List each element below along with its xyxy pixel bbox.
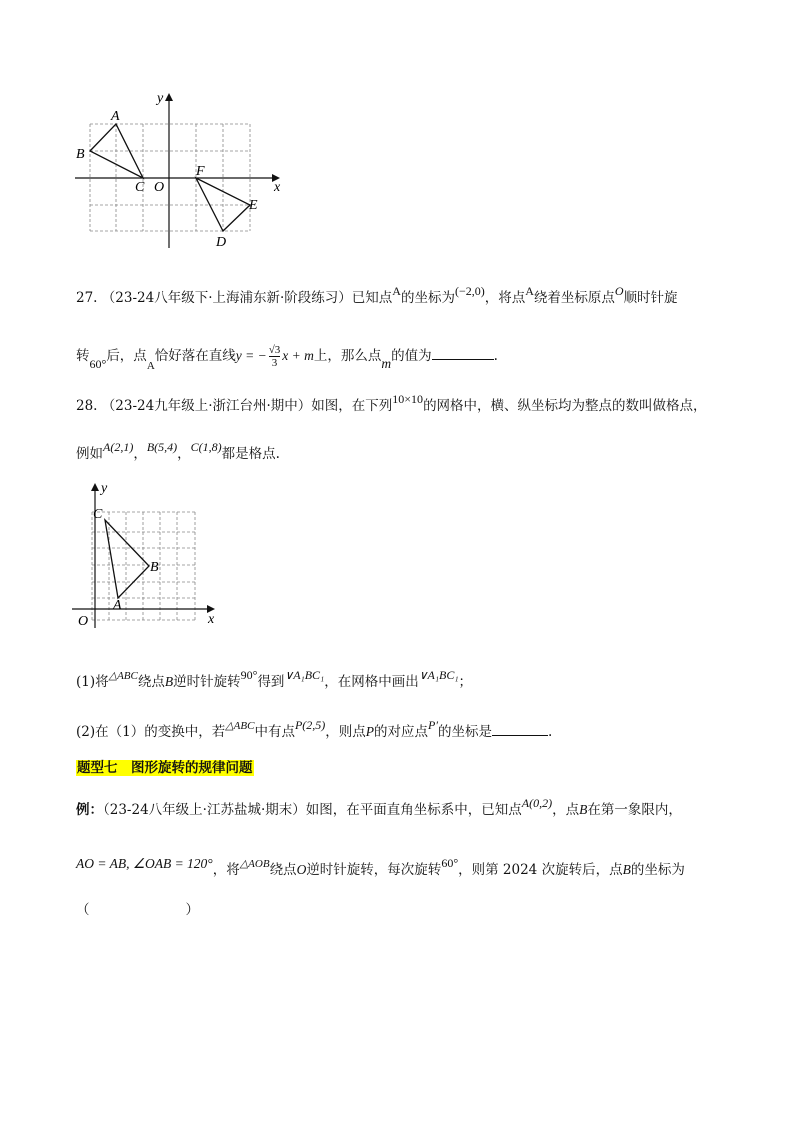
q28-part2-a: (2)在（1）的变换中，若 [76, 724, 226, 740]
q27-coord: (−2,0) [454, 284, 485, 298]
q28-answer-blank[interactable] [492, 723, 548, 736]
q27-text1: 的坐标为 [400, 290, 455, 306]
q27-frac-num: √3 [268, 344, 281, 356]
section-title [76, 756, 254, 776]
example-angle: 60° [441, 856, 459, 870]
q28-part2-e: 的坐标是 [438, 724, 493, 740]
q27-line1 [76, 284, 678, 306]
y-axis-arrow [91, 483, 99, 491]
label-y: y [101, 481, 108, 496]
q28-part2-c: ，则点 [325, 724, 366, 740]
q28-grid: 10×10 [392, 392, 424, 406]
label-a: A [111, 109, 120, 124]
q28-line1 [76, 392, 707, 414]
q28-sep1: ， [133, 446, 147, 462]
example-text1: ，点 [552, 802, 580, 818]
example-text5: 逆时针旋转，每次旋转 [306, 862, 442, 878]
label-c: C [135, 180, 145, 195]
q28-text3: 都是格点. [221, 446, 280, 462]
q27-answer-blank[interactable] [432, 347, 494, 360]
q28-part1-b: 绕点 [137, 674, 165, 690]
q28-part1-e: ，在网格中画出 [324, 674, 419, 690]
example-line1 [76, 796, 682, 818]
q27-angle: 60° [89, 357, 107, 371]
example-label: 例： [76, 802, 103, 818]
q27-eq-lhs: y = − [235, 348, 267, 363]
q28-part1-f: ； [458, 674, 473, 690]
q28-part1 [76, 668, 472, 690]
q27-end: . [493, 348, 498, 364]
q27-text6: 后，点 [106, 348, 147, 364]
q28-number: 28. [76, 398, 98, 414]
example-text7: 的坐标为 [630, 862, 685, 878]
figure-grid-triangle [70, 478, 230, 630]
q28-line2 [76, 440, 280, 462]
label-e: E [249, 198, 258, 213]
q27-number: 27. [76, 290, 98, 306]
label-o: O [154, 180, 165, 195]
section-title-text: 题型七 图形旋转的规律问题 [77, 760, 253, 776]
label-o: O [78, 614, 89, 629]
q27-m: m [381, 356, 392, 371]
q28-point-p: P(2,5) [294, 718, 326, 732]
label-a: A [113, 598, 122, 613]
q28-part1-a: (1)将 [76, 674, 109, 690]
example-point-b2: B [622, 862, 631, 877]
q27-point-a2: A [525, 284, 534, 298]
q27-text5: 转 [76, 348, 90, 364]
q27-text2: ，将点 [484, 290, 526, 306]
figure-rotation-triangles [70, 88, 300, 253]
q28-triangle: △ABC [108, 670, 138, 682]
example-point-o: O [296, 862, 307, 877]
q27-text4: 顺时针旋 [623, 290, 678, 306]
q28-triangle1: ∨A₁BC₁ [284, 668, 325, 682]
label-c: C [93, 507, 103, 522]
q28-source: （23-24九年级上·浙江台州·期中）如图，在下列 [101, 398, 393, 414]
q28-angle90: 90° [240, 668, 258, 682]
q28-sep2: ， [177, 446, 191, 462]
q28-text1: 的网格中，横、纵坐标均为整点的数叫做格点， [423, 398, 707, 414]
q28-point-b-name: B [164, 674, 174, 689]
example-triangle: △AOB [239, 858, 270, 870]
q27-source: （23-24八年级下·上海浦东新·阶段练习）已知点 [101, 290, 393, 306]
label-f: F [196, 164, 205, 179]
label-b: B [76, 147, 85, 162]
label-d: D [216, 235, 227, 250]
example-condition: AO = AB, ∠OAB = 120° [76, 856, 213, 871]
q27-eq-rhs: x + m [282, 348, 314, 363]
example-answer-close: ） [185, 902, 199, 918]
q27-text3: 绕着坐标原点 [533, 290, 615, 306]
label-x: x [208, 612, 215, 627]
q27-line2 [76, 344, 498, 372]
dashed-grid [92, 512, 195, 620]
example-source: （23-24八年级上·江苏盐城·期末）如图，在平面直角坐标系中，已知点 [103, 802, 522, 818]
q28-part2-d: 的对应点 [374, 724, 429, 740]
q28-p-prime: P′ [428, 718, 439, 732]
q28-point-c: C(1,8) [190, 440, 222, 454]
q27-frac-den: 3 [271, 357, 278, 369]
q28-point-a: A(2,1) [103, 440, 134, 454]
q27-fraction [269, 344, 281, 369]
q27-text9: 的值为 [391, 348, 432, 364]
example-line2 [76, 856, 685, 878]
example-text6: ，则第 2024 次旋转后，点 [458, 862, 623, 878]
label-b: B [150, 560, 159, 575]
label-x: x [274, 180, 281, 195]
q28-part2 [76, 718, 552, 740]
example-text4: 绕点 [269, 862, 297, 878]
example-point-b: B [579, 802, 588, 817]
example-text2: 在第一象限内， [587, 802, 682, 818]
q27-origin-o: O [614, 284, 624, 298]
label-y: y [157, 91, 164, 106]
q28-triangle1b: ∨A₁BC₁ [418, 668, 459, 682]
q27-text7: 恰好落在直线 [154, 348, 236, 364]
q28-part1-c: 逆时针旋转 [173, 674, 241, 690]
y-axis-arrow [165, 93, 173, 101]
q28-part2-b: 中有点 [254, 724, 295, 740]
q27-point-a3: A [146, 360, 155, 372]
q28-triangle2: △ABC [225, 720, 255, 732]
example-point-a: A(0,2) [521, 796, 553, 810]
q28-point-b: B(5,4) [146, 440, 178, 454]
q27-point-a: A [392, 284, 401, 298]
q27-text8: 上，那么点 [313, 348, 382, 364]
q28-text2: 例如 [76, 446, 103, 462]
q28-end: . [548, 724, 553, 740]
example-answer [76, 898, 199, 918]
q28-part1-d: 得到 [257, 674, 285, 690]
example-text3: ，将 [212, 862, 240, 878]
example-answer-open: （ [76, 902, 90, 918]
q28-p-name: P [365, 724, 375, 739]
